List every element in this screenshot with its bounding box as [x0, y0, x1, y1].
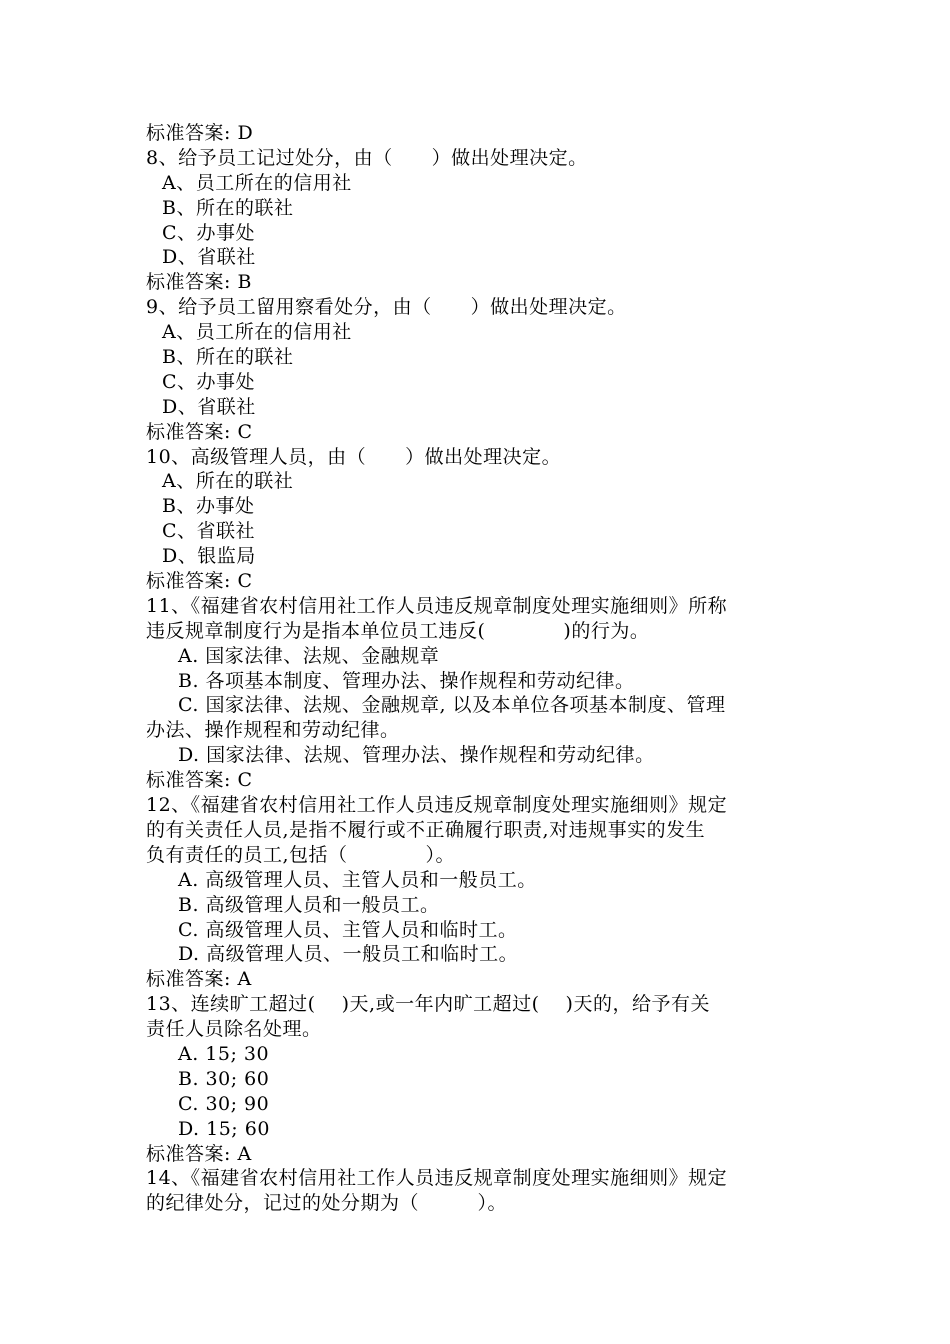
option-line: C、省联社 [162, 520, 256, 543]
answer-line: 标准答案: C [146, 420, 253, 443]
question-line: 负有责任的员工,包括（ ）。 [146, 843, 456, 866]
question-line: 的纪律处分，记过的处分期为（ ）。 [146, 1192, 508, 1215]
question-line: 11、《福建省农村信用社工作人员违反规章制度处理实施细则》所称 [146, 594, 728, 617]
question-line: 办法、操作规程和劳动纪律。 [146, 719, 400, 742]
answer-line: 标准答案: D [146, 122, 254, 144]
option-line: D、省联社 [162, 395, 256, 418]
answer-line: 标准答案: C [146, 769, 253, 792]
question-line: 10、高级管理人员，由（ ）做出处理决定。 [146, 445, 562, 468]
document-page [146, 121, 816, 1216]
option-line: B、所在的联社 [162, 196, 294, 219]
answer-line: 标准答案: A [146, 968, 252, 991]
option-line: C. 高级管理人员、主管人员和临时工。 [178, 918, 518, 941]
answer-line: 标准答案: A [146, 1142, 252, 1165]
option-line: A、员工所在的信用社 [162, 321, 352, 344]
question-line: 14、《福建省农村信用社工作人员违反规章制度处理实施细则》规定 [146, 1167, 728, 1190]
option-line: D、银监局 [162, 545, 256, 568]
option-line: B. 30; 60 [178, 1067, 270, 1090]
question-line: 9、给予员工留用察看处分，由（ ）做出处理决定。 [146, 296, 627, 319]
question-line: 责任人员除名处理。 [146, 1018, 322, 1041]
option-line: A. 高级管理人员、主管人员和一般员工。 [178, 868, 537, 891]
question-line: 违反规章制度行为是指本单位员工违反( )的行为。 [146, 619, 650, 642]
option-line: A、员工所在的信用社 [162, 171, 352, 194]
question-line: 8、给予员工记过处分，由（ ）做出处理决定。 [146, 146, 588, 169]
option-line: B、办事处 [162, 495, 255, 518]
option-line: D. 15; 60 [178, 1117, 270, 1140]
option-line: B. 高级管理人员和一般员工。 [178, 893, 440, 916]
option-line: A、所在的联社 [162, 470, 294, 493]
option-line: A. 国家法律、法规、金融规章 [178, 644, 440, 667]
option-line: D. 国家法律、法规、管理办法、操作规程和劳动纪律。 [178, 744, 655, 767]
option-line: B、所在的联社 [162, 346, 294, 369]
question-line: 13、连续旷工超过( )天,或一年内旷工超过( )天的，给予有关 [146, 993, 710, 1016]
option-line: C、办事处 [162, 221, 256, 244]
option-line: C. 30; 90 [178, 1092, 270, 1115]
question-line: 12、《福建省农村信用社工作人员违反规章制度处理实施细则》规定 [146, 794, 728, 817]
option-line: A. 15; 30 [178, 1042, 270, 1065]
question-line: 的有关责任人员,是指不履行或不正确履行职责,对违规事实的发生 [146, 818, 706, 841]
option-line: B. 各项基本制度、管理办法、操作规程和劳动纪律。 [178, 669, 635, 692]
option-line: D. 高级管理人员、一般员工和临时工。 [178, 943, 519, 966]
option-line: D、省联社 [162, 246, 256, 269]
answer-line: 标准答案: C [146, 570, 253, 593]
answer-line: 标准答案: B [146, 271, 252, 294]
option-line: C、办事处 [162, 370, 256, 393]
option-line: C. 国家法律、法规、金融规章, 以及本单位各项基本制度、管理 [178, 694, 726, 717]
